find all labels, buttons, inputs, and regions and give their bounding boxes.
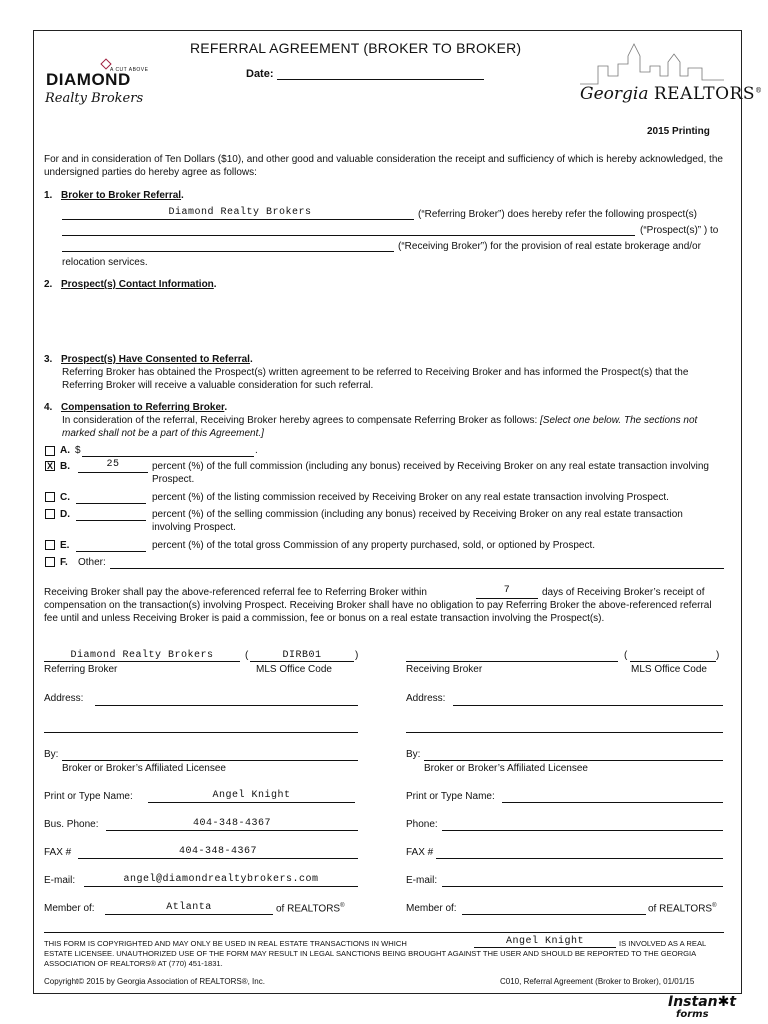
option-c-text: percent (%) of the listing commission received by Receiving Broker on any real estate transaction involving Prospect. — [152, 492, 669, 503]
logo-tagline: A CUT ABOVE — [110, 67, 149, 73]
right-address-line1[interactable] — [453, 705, 723, 706]
left-phone-value: 404-348-4367 — [192, 818, 271, 829]
page-title: REFERRAL AGREEMENT (BROKER TO BROKER) — [190, 40, 522, 56]
referring-broker-field[interactable] — [62, 219, 414, 220]
payment-text-mid: days of Receiving Broker’s receipt of — [542, 587, 705, 598]
left-paren-close: ) — [355, 650, 359, 661]
logo-diamond-word: DIAMOND — [46, 70, 131, 89]
date-field[interactable] — [277, 79, 484, 80]
payment-days-field[interactable] — [476, 598, 538, 599]
left-print-value: Angel Knight — [212, 790, 291, 801]
left-by-sub: Broker or Broker’s Affiliated Licensee — [62, 763, 226, 774]
sec3-heading: Prospect(s) Have Consented to Referral. — [61, 354, 253, 365]
receiving-broker-sign-field[interactable] — [406, 661, 618, 662]
option-a-amount-field[interactable] — [82, 456, 254, 457]
right-email-label: E-mail: — [406, 875, 438, 886]
left-member-value: Atlanta — [166, 902, 212, 913]
left-address-label: Address: — [44, 693, 84, 704]
right-fax-label: FAX # — [406, 847, 434, 858]
option-b-percent-value: 25 — [106, 459, 120, 470]
option-d-percent-field[interactable] — [76, 520, 146, 521]
right-address-label: Address: — [406, 693, 446, 704]
georgia-realtors-logo: Georgia REALTORS® — [580, 84, 762, 104]
instanet-logo: Instan✱t — [668, 994, 737, 1010]
right-paren-close: ) — [716, 650, 720, 661]
option-c-percent-field[interactable] — [76, 503, 146, 504]
option-c-checkbox[interactable] — [45, 492, 55, 502]
left-fax-value: 404-348-4367 — [178, 846, 257, 857]
sec2-heading: Prospect(s) Contact Information. — [61, 279, 217, 290]
option-d-text: percent (%) of the selling commission (including any bonus) received by Receiving Broker on any real estate transaction involving Prospect. — [152, 509, 683, 533]
right-mls-label: MLS Office Code — [631, 664, 707, 675]
left-fax-label: FAX # — [44, 847, 72, 858]
sec1-heading: Broker to Broker Referral. — [61, 190, 184, 201]
footer-form-id: C010, Referral Agreement (Broker to Broker), 01/01/15 — [500, 977, 695, 986]
left-signature-field[interactable] — [62, 760, 358, 761]
footer-name-field[interactable] — [474, 947, 616, 948]
option-b-letter: B. — [60, 461, 70, 472]
option-f-other-field[interactable] — [110, 568, 724, 569]
right-member-label: Member of: — [406, 903, 457, 914]
logo-script: Realty Brokers — [45, 91, 144, 106]
option-a-checkbox[interactable] — [45, 446, 55, 456]
left-fax-field[interactable] — [78, 858, 358, 859]
option-f-checkbox[interactable] — [45, 557, 55, 567]
option-e-letter: E. — [60, 540, 70, 551]
footer-copyright: Copyright© 2015 by Georgia Association of REALTORS®, Inc. — [44, 977, 265, 986]
right-member-field[interactable] — [462, 914, 646, 915]
option-a-prefix: $ — [75, 445, 81, 456]
left-member-tail: of REALTORS® — [276, 903, 345, 915]
option-b-percent-field[interactable] — [78, 472, 148, 473]
left-mls-value: DIRB01 — [282, 650, 322, 661]
right-mls-field[interactable] — [630, 661, 716, 662]
sec2-number: 2. — [44, 279, 53, 290]
receiving-broker-field[interactable] — [62, 251, 394, 252]
left-broker-label: Referring Broker — [44, 664, 118, 675]
right-paren-open: ( — [624, 650, 628, 661]
left-by-label: By: — [44, 749, 59, 760]
referring-broker-sign-field[interactable] — [44, 661, 240, 662]
left-phone-field[interactable] — [106, 830, 358, 831]
left-email-value: angel@diamondrealtybrokers.com — [123, 874, 319, 885]
right-email-field[interactable] — [442, 886, 723, 887]
sec3-number: 3. — [44, 354, 53, 365]
right-by-sub: Broker or Broker’s Affiliated Licensee — [424, 763, 588, 774]
option-f-letter: F. — [60, 557, 68, 568]
prospects-field[interactable] — [62, 235, 635, 236]
left-broker-value: Diamond Realty Brokers — [70, 650, 214, 661]
left-mls-field[interactable] — [250, 661, 354, 662]
option-f-text: Other: — [78, 557, 106, 568]
sec1-line2-tail: (“Prospect(s)” ) to — [640, 225, 719, 236]
sec4-heading: Compensation to Referring Broker. — [61, 402, 228, 413]
option-e-percent-field[interactable] — [76, 551, 146, 552]
intro-text: For and in consideration of Ten Dollars ($10), and other good and valuable consideration the receipt and sufficiency of which is hereby acknowledged, the undersigned parties do hereby agree as follows: — [44, 154, 723, 178]
option-b-text: percent (%) of the full commission (including any bonus) received by Receiving Broker on any real estate transaction involving Prospect. — [152, 461, 709, 485]
footer-notice-c: ESTATE LICENSEE. UNAUTHORIZED USE OF THE FORM MAY RESULT IN LEGAL SANCTIONS BEING BROUGHT AGAINST THE USER AND SHOULD BE REPORTED TO THE GEORGIA ASSOCIATION OF REALTORS® AT (770) 451-1831. — [44, 949, 696, 968]
sec4-body: In consideration of the referral, Receiving Broker hereby agrees to compensate Referring Broker as follows: [Select one below. The sections not marked shall not be a part of this Agreement.] — [62, 415, 698, 439]
footer-name-value: Angel Knight — [505, 936, 584, 947]
right-phone-label: Phone: — [406, 819, 438, 830]
left-member-field[interactable] — [105, 914, 273, 915]
right-signature-field[interactable] — [424, 760, 723, 761]
left-address-line1[interactable] — [95, 705, 358, 706]
payment-text-rest: compensation on the transaction(s) involving Prospect. Receiving Broker shall have no obligation to pay Referring Broker the above-referenced referral fee until and unless Receiving Broker is paid a commission, fee or bonus on a real estate transaction involving the Prospect(s). — [44, 600, 712, 624]
footer-divider — [44, 932, 724, 933]
payment-days-value: 7 — [503, 585, 511, 596]
right-member-tail: of REALTORS® — [648, 903, 717, 915]
right-address-line2[interactable] — [406, 732, 723, 733]
left-print-label: Print or Type Name: — [44, 791, 133, 802]
option-c-letter: C. — [60, 492, 70, 503]
footer-notice-a: THIS FORM IS COPYRIGHTED AND MAY ONLY BE USED IN REAL ESTATE TRANSACTIONS IN WHICH — [44, 939, 407, 948]
left-phone-label: Bus. Phone: — [44, 819, 99, 830]
right-by-label: By: — [406, 749, 421, 760]
left-print-field[interactable] — [148, 802, 355, 803]
option-e-text: percent (%) of the total gross Commission of any property purchased, sold, or optioned by Prospect. — [152, 540, 595, 551]
sec1-line4: relocation services. — [62, 257, 148, 268]
footer-notice-b: IS INVOLVED AS A REAL — [619, 939, 707, 948]
right-print-label: Print or Type Name: — [406, 791, 495, 802]
right-broker-label: Receiving Broker — [406, 664, 483, 675]
option-e-checkbox[interactable] — [45, 540, 55, 550]
right-print-field[interactable] — [502, 802, 723, 803]
sec4-number: 4. — [44, 402, 53, 413]
city-skyline-icon — [578, 36, 728, 88]
sec1-line1-tail: (“Referring Broker”) does hereby refer the following prospect(s) — [418, 209, 697, 220]
left-member-label: Member of: — [44, 903, 95, 914]
right-phone-field[interactable] — [442, 830, 723, 831]
option-b-checkbox[interactable]: X — [46, 461, 53, 471]
option-a-text: . — [255, 445, 258, 456]
printing-year: 2015 Printing — [647, 126, 710, 137]
option-a-letter: A. — [60, 445, 70, 456]
left-address-line2[interactable] — [44, 732, 358, 733]
option-d-letter: D. — [60, 509, 70, 520]
option-d-checkbox[interactable] — [45, 509, 55, 519]
referring-broker-value: Diamond Realty Brokers — [168, 207, 312, 218]
left-mls-label: MLS Office Code — [256, 664, 332, 675]
sec1-line3-tail: (“Receiving Broker”) for the provision of real estate brokerage and/or — [398, 241, 701, 252]
left-paren-open: ( — [245, 650, 249, 661]
left-email-label: E-mail: — [44, 875, 76, 886]
left-email-field[interactable] — [84, 886, 358, 887]
sec3-body: Referring Broker has obtained the Prospect(s) written agreement to be referred to Receiving Broker and has informed the Prospect(s) that the Referring Broker will receive a valuable consideration for such referral. — [62, 367, 689, 391]
right-fax-field[interactable] — [436, 858, 723, 859]
sec1-number: 1. — [44, 190, 53, 201]
prospect-contact-area[interactable] — [62, 296, 722, 348]
date-label: Date: — [246, 68, 274, 80]
payment-text-start: Receiving Broker shall pay the above-referenced referral fee to Referring Broker within — [44, 587, 427, 598]
instanet-forms: forms — [676, 1009, 709, 1020]
